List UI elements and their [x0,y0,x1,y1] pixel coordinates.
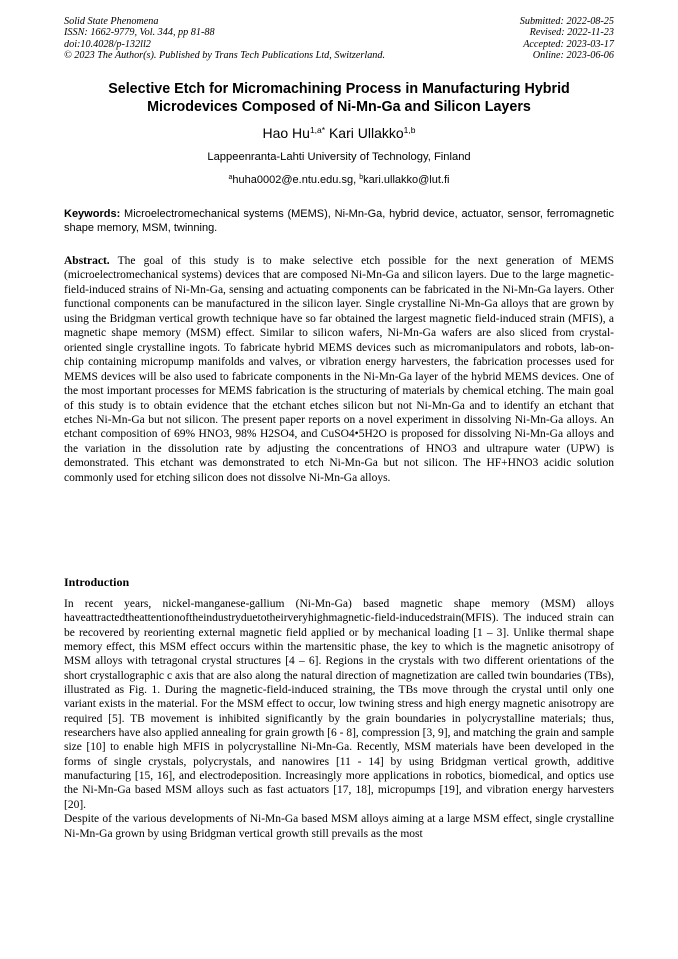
author-emails [40,173,638,187]
copyright-line: © 2023 The Author(s). Published by Trans Tech Publications Ltd, Switzerland. [64,50,386,62]
email-link[interactable]: huha0002@e.ntu.edu.sg, [232,174,357,186]
email-link[interactable]: kari.ullakko@lut.fi [363,174,450,186]
introduction-body [64,597,614,841]
publication-dates [520,16,614,62]
author-affiliation-mark: 1,a* [309,125,326,135]
paragraph: Despite of the various developments of Ni-Mn-Ga based MSM alloys aiming at a large MSM effect, single crystalline Ni-Mn-Ga grown by using Bridgman vertical growth still prevails as the most [64,813,614,840]
paper-title [40,80,638,116]
email-mark: a [228,174,233,181]
doi-line[interactable]: doi:10.4028/p-132ll2 [64,38,151,50]
author-name: Kari Ullakko [328,125,404,141]
keywords-text: Microelectromechanical systems (MEMS), Ni-Mn-Ga, hybrid device, actuator, sensor, ferromagnetic shape memory, MSM, twinning. [64,208,614,235]
section-heading-introduction: Introduction [64,575,130,589]
issn-line: ISSN: 1662-9779, Vol. 344, pp 81-88 [64,27,215,39]
keywords-label: Keywords: [64,208,121,220]
journal-info [64,16,385,62]
submitted-date: Submitted: 2022-08-25 [519,16,614,27]
author-affiliation-mark: 1,b [403,125,416,135]
paragraph: In recent years, nickel-manganese-gallium (Ni-Mn-Ga) based magnetic shape memory (MSM) alloys haveattractedtheattentionoftheindustryduetotheirveryhighmagnetic-field-inducedstrain(MFIS). The induced strain can be recovered by reorienting external magnetic field applied or by mechanical loading [1 – 3]. Unlike thermal shape memory effect, this MSM effect occurs within the martensitic phase, the key to which is the magnetic anisotropy of MSM alloys with tetragonal crystal structures [4 – 6]. Regions in the crystals with two different orientations of the short crystallographic c axis that are also along the natural direction of magnetization are called twin boundaries (TBs), illustrated as Fig. 1. During the magnetic-field-induced straining, the TBs move through the crystal until only one variant exists in the material. For the MSM effect to occur, low twining stress and high energy magnetic anisotropy are required [5]. TB movement is inhibited significantly by the grain boundaries in polycrystalline materials; thus, researchers have also applied annealing for grain growth [6 - 8], compression [3, 9], and matching the grain and sample size [10] to enable high MFIS in polycrystalline Ni-Mn-Ga. Recently, MSM materials have been developed in the forms of single crystals, polycrystals, and nanowires [11 - 14] by using Bridgman vertical growth, additive manufacturing [15, 16], and electrodeposition. Increasingly more applications in robotics, biomedical, and optics use the Ni-Mn-Ga based MSM alloys such as fast actuators [17, 18], micropumps [19], and vibration energy harvesters [20]. [64,598,614,811]
abstract-block [64,254,614,485]
email-mark: b [359,174,364,181]
title-line-2: Microdevices Composed of Ni-Mn-Ga and Silicon Layers [147,99,531,115]
author-name: Hao Hu [262,125,310,141]
author-list [40,125,638,142]
journal-name: Solid State Phenomena [64,16,159,27]
online-date: Online: 2023-06-06 [532,50,614,62]
affiliation: Lappeenranta-Lahti University of Technology, Finland [207,151,471,163]
title-line-1: Selective Etch for Micromachining Process in Manufacturing Hybrid [108,81,570,97]
accepted-date: Accepted: 2023-03-17 [523,38,614,50]
keywords-block [64,207,614,235]
abstract-text: The goal of this study is to make selective etch possible for the next generation of MEMS (microelectromechanical systems) devices that are composed Ni-Mn-Ga and silicon layers. Due to the large magnetic-field-induced strains of Ni-Mn-Ga, sensing and actuating components can be fabricated in the Ni-Mn-Ga layers. Other functional components can be manufactured in the silicon layer. Single crystalline Ni-Mn-Ga alloys that are grown by using the Bridgman vertical growth technique have so far obtained the largest magnetic field-induced strain (MFIS), a magnetic shape memory (MSM) effect. Similar to silicon wafers, Ni-Mn-Ga wafers are also sliced from crystal-oriented single crystalline ingots. To fabricate hybrid MEMS devices such as micromanipulators and robots, lab-on-chip containing micropump manifolds and valves, or vibration energy harvesters, the fabrication processes used for MEMS devices will be also used to fabricate components in the Ni-Mn-Ga layer of the hybrid MEMS devices. One of the most important processes for MEMS fabrication is the structuring of materials by chemical etching. The main goal of this study is to obtain evidence that the etchant etches silicon but not Ni-Mn-Ga and to identify an etchant that etches Ni-Mn-Ga but not silicon. The present paper reports on a novel experiment in dissolving Ni-Mn-Ga alloys. An etchant composition of 69% HNO3, 98% H2SO4, and CuSO4•5H2O is proposed for dissolving Ni-Mn-Ga alloys and the variation in the dissolution rate by adjusting the concentrations of HNO3 and ultrapure water (UPW) is demonstrated. This etchant was demonstrated to etch Ni-Mn-Ga but not silicon. The HF+HNO3 acidic solution commonly used for etching silicon does not dissolve Ni-Mn-Ga alloys. [64,255,614,484]
revised-date: Revised: 2022-11-23 [529,27,614,39]
abstract-label: Abstract. [64,255,110,267]
